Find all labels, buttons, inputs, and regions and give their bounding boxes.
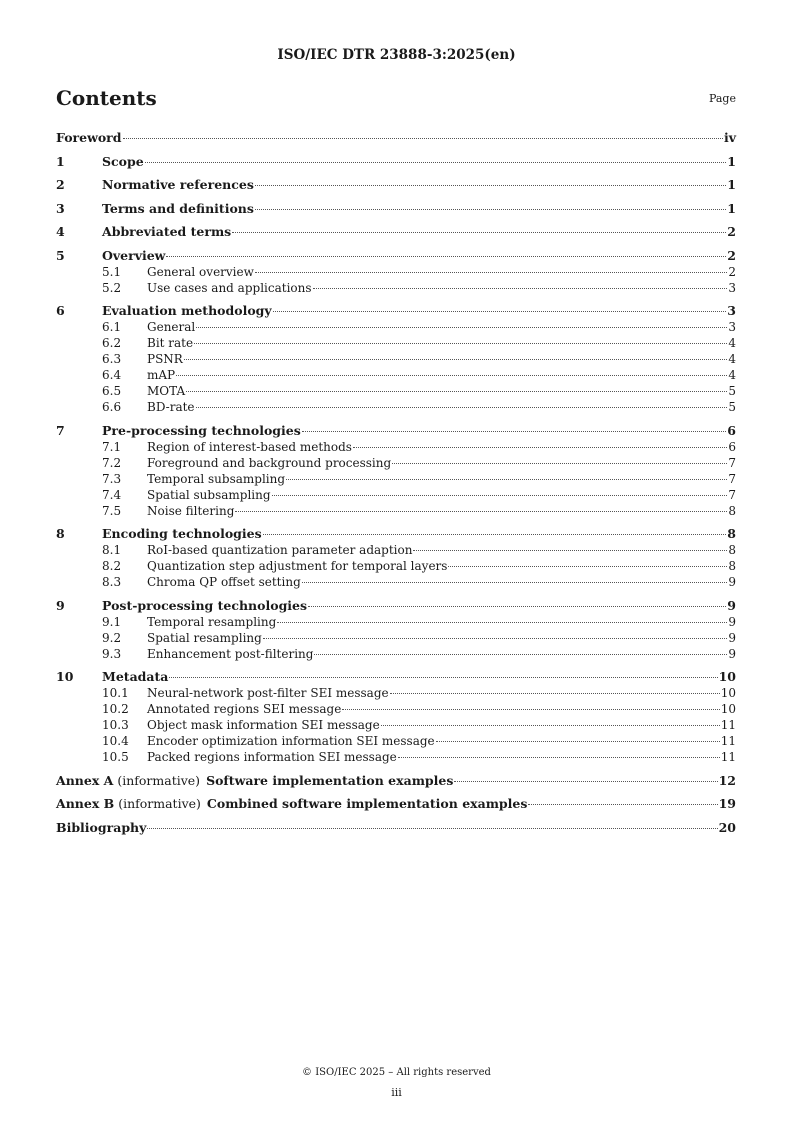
toc-entry[interactable] bbox=[56, 487, 736, 503]
toc-entry[interactable] bbox=[56, 201, 736, 217]
toc-number: 1 bbox=[56, 153, 65, 169]
toc-entry[interactable] bbox=[56, 701, 736, 717]
toc-title: Packed regions information SEI message bbox=[147, 750, 397, 764]
toc-number: 10.5 bbox=[102, 750, 129, 764]
toc-page-number: 8 bbox=[728, 503, 736, 518]
toc-title: Object mask information SEI message bbox=[147, 718, 380, 732]
toc-number: 9.2 bbox=[102, 630, 122, 645]
toc-page-number: 10 bbox=[718, 669, 736, 684]
toc-page-number: iv bbox=[723, 130, 736, 145]
toc-number: 9.1 bbox=[102, 614, 122, 629]
toc-title: Neural-network post-filter SEI message bbox=[147, 686, 389, 700]
dot-leader bbox=[263, 534, 727, 535]
toc-entry[interactable] bbox=[56, 351, 736, 367]
contents-title: Contents bbox=[56, 86, 157, 110]
page-column-label: Page bbox=[708, 92, 736, 105]
toc-number: 7.5 bbox=[102, 503, 122, 518]
dot-leader bbox=[147, 828, 717, 829]
toc-entry[interactable] bbox=[56, 264, 736, 280]
toc-entry[interactable] bbox=[56, 646, 736, 662]
toc-number: 6.4 bbox=[102, 368, 122, 382]
toc-title: Terms and definitions bbox=[102, 200, 254, 216]
toc-title: Chroma QP offset setting bbox=[147, 575, 301, 589]
toc-number: 6 bbox=[56, 303, 65, 318]
dot-leader bbox=[286, 479, 727, 480]
dot-leader bbox=[342, 709, 719, 710]
toc-page-number: 9 bbox=[728, 630, 736, 645]
dot-leader bbox=[392, 463, 727, 464]
toc-entry[interactable] bbox=[56, 503, 736, 519]
toc-entry[interactable] bbox=[56, 471, 736, 487]
table-of-contents bbox=[56, 130, 736, 836]
toc-entry[interactable] bbox=[56, 423, 736, 439]
toc-page-number: 11 bbox=[720, 734, 736, 748]
toc-title: Foreground and background processing bbox=[147, 455, 392, 470]
toc-page-number: 4 bbox=[728, 336, 736, 350]
dot-leader bbox=[314, 654, 727, 655]
toc-title: MOTA bbox=[147, 384, 186, 398]
toc-title: Evaluation methodology bbox=[102, 303, 272, 318]
toc-entry[interactable] bbox=[56, 558, 736, 574]
dot-leader bbox=[255, 272, 727, 273]
toc-number: 6.2 bbox=[102, 336, 122, 350]
dot-leader bbox=[123, 138, 723, 139]
toc-title: Combined software implementation examples bbox=[206, 796, 528, 811]
toc-title: RoI-based quantization parameter adaption bbox=[147, 543, 413, 557]
toc-entry[interactable] bbox=[56, 820, 736, 836]
dot-leader bbox=[436, 741, 720, 742]
toc-title: Temporal resampling bbox=[147, 614, 277, 629]
dot-leader bbox=[273, 311, 727, 312]
dot-leader bbox=[166, 256, 726, 257]
toc-title: Enhancement post-filtering bbox=[147, 646, 314, 661]
toc-annex-label: Annex A bbox=[56, 772, 114, 788]
toc-page-number: 10 bbox=[720, 702, 736, 716]
toc-title: Software implementation examples bbox=[206, 772, 454, 788]
toc-number: 9.3 bbox=[102, 646, 122, 661]
dot-leader bbox=[255, 209, 726, 210]
dot-leader bbox=[255, 185, 726, 186]
dot-leader bbox=[263, 638, 728, 639]
toc-title: Foreword bbox=[56, 130, 122, 145]
toc-annex-label: Annex B bbox=[56, 796, 115, 811]
toc-title: Encoder optimization information SEI message bbox=[147, 734, 435, 748]
page-number: iii bbox=[391, 1086, 402, 1099]
toc-title: Encoding technologies bbox=[102, 526, 262, 541]
toc-entry[interactable] bbox=[56, 614, 736, 630]
toc-page-number: 1 bbox=[727, 177, 736, 192]
toc-page-number: 2 bbox=[727, 224, 736, 239]
toc-page-number: 20 bbox=[718, 819, 736, 835]
toc-page-number: 1 bbox=[727, 200, 736, 216]
toc-page-number: 8 bbox=[728, 559, 736, 573]
toc-entry[interactable] bbox=[56, 733, 736, 749]
toc-entry[interactable] bbox=[56, 717, 736, 733]
dot-leader bbox=[196, 327, 727, 328]
toc-title: Use cases and applications bbox=[147, 280, 312, 295]
dot-leader bbox=[272, 495, 728, 496]
dot-leader bbox=[302, 431, 727, 432]
dot-leader bbox=[232, 232, 726, 233]
toc-number: 7.1 bbox=[102, 439, 122, 454]
toc-entry[interactable] bbox=[56, 455, 736, 471]
toc-page-number: 5 bbox=[728, 400, 736, 414]
toc-page-number: 11 bbox=[720, 718, 736, 732]
toc-number: 10.2 bbox=[102, 702, 129, 716]
toc-page-number: 9 bbox=[728, 575, 736, 589]
toc-title: Noise filtering bbox=[147, 503, 235, 518]
toc-number: 7 bbox=[56, 422, 65, 438]
toc-title: Bit rate bbox=[147, 336, 194, 350]
dot-leader bbox=[194, 343, 727, 344]
toc-number: 5.1 bbox=[102, 264, 122, 279]
toc-number: 10.4 bbox=[102, 734, 129, 748]
toc-number: 8 bbox=[56, 526, 65, 541]
toc-page-number: 19 bbox=[718, 796, 736, 811]
toc-page-number: 1 bbox=[727, 153, 736, 169]
toc-page-number: 9 bbox=[728, 646, 736, 661]
toc-title: Temporal subsampling bbox=[147, 471, 286, 486]
toc-page-number: 3 bbox=[727, 303, 736, 318]
toc-title: Post-processing technologies bbox=[102, 597, 308, 613]
toc-entry[interactable] bbox=[56, 796, 736, 812]
toc-page-number: 6 bbox=[728, 439, 736, 454]
dot-leader bbox=[186, 391, 727, 392]
toc-title: Metadata bbox=[102, 669, 169, 684]
dot-leader bbox=[313, 288, 728, 289]
toc-entry[interactable] bbox=[56, 773, 736, 789]
toc-number: 5 bbox=[56, 247, 65, 263]
toc-entry[interactable] bbox=[56, 154, 736, 170]
toc-title: Region of interest-based methods bbox=[147, 439, 352, 454]
toc-annex-type: (informative) bbox=[118, 796, 201, 811]
toc-entry[interactable] bbox=[56, 630, 736, 646]
toc-page-number: 10 bbox=[720, 686, 736, 700]
toc-entry[interactable] bbox=[56, 749, 736, 765]
toc-page-number: 11 bbox=[720, 750, 736, 764]
toc-annex-type: (informative) bbox=[117, 772, 201, 788]
document-header: ISO/IEC DTR 23888-3:2025(en) bbox=[277, 47, 516, 63]
toc-title: Pre-processing technologies bbox=[102, 422, 301, 438]
toc-entry[interactable] bbox=[56, 399, 736, 415]
toc-entry[interactable] bbox=[56, 439, 736, 455]
toc-entry[interactable] bbox=[56, 224, 736, 240]
toc-entry[interactable] bbox=[56, 130, 736, 146]
toc-title: Bibliography bbox=[56, 819, 147, 835]
toc-title: General bbox=[147, 320, 196, 334]
toc-title: Quantization step adjustment for temporal layers bbox=[147, 559, 448, 573]
toc-number: 8.3 bbox=[102, 575, 122, 589]
toc-number: 6.1 bbox=[102, 320, 122, 334]
toc-title: General overview bbox=[147, 264, 254, 279]
dot-leader bbox=[398, 757, 720, 758]
toc-page-number: 8 bbox=[727, 526, 736, 541]
dot-leader bbox=[302, 582, 728, 583]
toc-entry[interactable] bbox=[56, 177, 736, 193]
toc-title: mAP bbox=[147, 368, 176, 382]
toc-page-number: 12 bbox=[718, 772, 736, 788]
toc-entry[interactable] bbox=[56, 303, 736, 319]
toc-entry[interactable] bbox=[56, 383, 736, 399]
toc-page-number: 7 bbox=[728, 455, 736, 470]
toc-page-number: 7 bbox=[728, 471, 736, 486]
toc-entry[interactable] bbox=[56, 685, 736, 701]
toc-entry[interactable] bbox=[56, 248, 736, 264]
dot-leader bbox=[353, 447, 727, 448]
dot-leader bbox=[145, 162, 727, 163]
toc-page-number: 4 bbox=[728, 368, 736, 382]
toc-page-number: 9 bbox=[728, 614, 736, 629]
toc-page-number: 9 bbox=[727, 597, 736, 613]
dot-leader bbox=[528, 804, 717, 805]
toc-number: 7.4 bbox=[102, 487, 122, 502]
toc-entry[interactable] bbox=[56, 526, 736, 542]
toc-title: Annotated regions SEI message bbox=[147, 702, 342, 716]
toc-page-number: 6 bbox=[727, 422, 736, 438]
toc-entry[interactable] bbox=[56, 367, 736, 383]
toc-entry[interactable] bbox=[56, 335, 736, 351]
dot-leader bbox=[390, 693, 720, 694]
toc-title: Scope bbox=[102, 153, 144, 169]
toc-page-number: 5 bbox=[728, 384, 736, 398]
toc-page-number: 3 bbox=[728, 320, 736, 334]
toc-number: 10.3 bbox=[102, 718, 129, 732]
toc-entry[interactable] bbox=[56, 598, 736, 614]
toc-number: 6.3 bbox=[102, 352, 122, 366]
toc-number: 4 bbox=[56, 224, 65, 239]
toc-title: PSNR bbox=[147, 352, 183, 366]
toc-number: 8.2 bbox=[102, 559, 122, 573]
toc-title: Spatial resampling bbox=[147, 630, 262, 645]
toc-title: Abbreviated terms bbox=[102, 224, 232, 239]
toc-number: 9 bbox=[56, 597, 65, 613]
dot-leader bbox=[308, 606, 726, 607]
toc-number: 5.2 bbox=[102, 280, 122, 295]
dot-leader bbox=[277, 622, 727, 623]
toc-entry[interactable] bbox=[56, 280, 736, 296]
toc-number: 10.1 bbox=[102, 686, 129, 700]
toc-title: BD-rate bbox=[147, 400, 195, 414]
toc-page-number: 4 bbox=[728, 352, 736, 366]
dot-leader bbox=[448, 566, 727, 567]
toc-number: 10 bbox=[56, 669, 74, 684]
toc-entry[interactable] bbox=[56, 669, 736, 685]
toc-number: 7.3 bbox=[102, 471, 122, 486]
toc-page-number: 2 bbox=[728, 264, 736, 279]
dot-leader bbox=[184, 359, 728, 360]
toc-number: 3 bbox=[56, 200, 65, 216]
dot-leader bbox=[176, 375, 727, 376]
dot-leader bbox=[454, 781, 717, 782]
toc-title: Spatial subsampling bbox=[147, 487, 271, 502]
toc-entry[interactable] bbox=[56, 319, 736, 335]
dot-leader bbox=[413, 550, 727, 551]
toc-number: 7.2 bbox=[102, 455, 122, 470]
toc-number: 6.6 bbox=[102, 400, 122, 414]
toc-number: 8.1 bbox=[102, 543, 122, 557]
toc-page-number: 3 bbox=[728, 280, 736, 295]
toc-title: Overview bbox=[102, 247, 166, 263]
toc-number: 6.5 bbox=[102, 384, 122, 398]
toc-page-number: 2 bbox=[727, 247, 736, 263]
toc-entry[interactable] bbox=[56, 574, 736, 590]
toc-entry[interactable] bbox=[56, 542, 736, 558]
dot-leader bbox=[196, 407, 728, 408]
dot-leader bbox=[169, 677, 717, 678]
dot-leader bbox=[381, 725, 720, 726]
toc-page-number: 8 bbox=[728, 543, 736, 557]
dot-leader bbox=[235, 511, 727, 512]
toc-number: 2 bbox=[56, 177, 65, 192]
toc-page-number: 7 bbox=[728, 487, 736, 502]
toc-title: Normative references bbox=[102, 177, 254, 192]
copyright-footer: © ISO/IEC 2025 – All rights reserved bbox=[302, 1067, 491, 1078]
